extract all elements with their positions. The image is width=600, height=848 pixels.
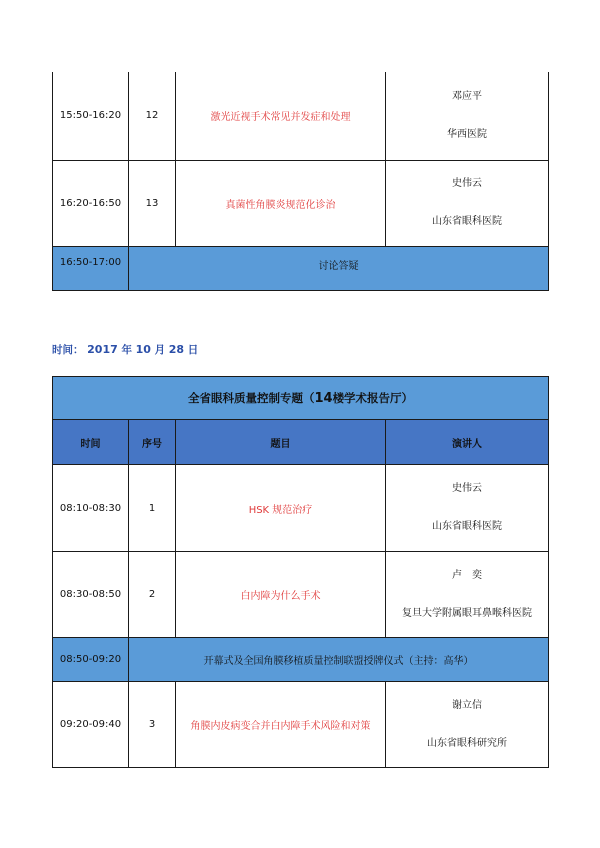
speaker-organization: 复旦大学附属眼耳鼻喉科医院 [402,607,533,619]
session-title-part-a: 全省眼科质量控制专题（ [187,391,315,405]
date-month: 10 [135,343,151,356]
speaker-organization: 山东省眼科研究所 [427,737,508,749]
speaker-cell [386,72,549,160]
session-topic: 激光近视手术常见并发症和处理 [176,72,386,160]
session-time: 16:50-17:00 [53,246,129,290]
date-month-unit: 月 [154,344,166,356]
table-row [53,552,549,638]
session-time: 08:30-08:50 [53,552,129,638]
table-header-row [53,420,549,465]
session-title-row [53,377,549,420]
speaker-cell [386,160,549,246]
date-day-unit: 日 [187,344,199,356]
date-year-unit: 年 [121,344,132,356]
session-number: 1 [129,465,176,552]
table-row [53,465,549,552]
session-number: 3 [129,682,176,768]
session-topic: HSK 规范治疗 [176,465,386,552]
session-number: 2 [129,552,176,638]
session-topic: 角膜内皮病变合并白内障手术风险和对策 [176,682,386,768]
header-speaker: 演讲人 [386,420,549,465]
session-number: 13 [129,160,176,246]
session-time: 15:50-16:20 [53,72,129,160]
discussion-label: 讨论答疑 [129,246,549,290]
discussion-row [53,246,549,290]
table-row [53,72,549,160]
speaker-organization: 山东省眼科医院 [432,216,502,227]
speaker-cell [386,552,549,638]
session-title [53,377,549,420]
session-time: 09:20-09:40 [53,682,129,768]
session-title-part-b: 楼学术报告厅） [332,391,414,405]
header-number: 序号 [129,420,176,465]
session-title-floor: 14 [314,391,333,406]
header-time: 时间 [53,420,129,465]
speaker-name: 卢 奕 [452,569,483,581]
speaker-organization: 华西医院 [447,128,487,140]
speaker-cell [386,682,549,768]
speaker-name: 史伟云 [452,483,483,494]
date-heading [52,342,198,357]
ceremony-row [53,638,549,682]
speaker-name: 史伟云 [452,178,482,189]
session-topic: 真菌性角膜炎规范化诊治 [176,160,386,246]
session-time: 08:50-09:20 [53,638,129,682]
date-year: 2017 [87,343,118,356]
session-time: 08:10-08:30 [53,465,129,552]
schedule-table [52,376,549,768]
header-topic: 题目 [176,420,386,465]
speaker-cell [386,465,549,552]
table-row [53,682,549,768]
table-row [53,160,549,246]
ceremony-label: 开幕式及全国角膜移植质量控制联盟授牌仪式（主持：高华） [129,638,549,682]
date-day: 28 [168,343,185,356]
session-topic: 白内障为什么手术 [176,552,386,638]
session-number: 12 [129,72,176,160]
date-prefix: 时间： [52,344,84,356]
session-time: 16:20-16:50 [53,160,129,246]
speaker-name: 谢立信 [452,699,483,711]
speaker-organization: 山东省眼科医院 [432,521,503,532]
speaker-name: 邓应平 [452,90,482,102]
schedule-table-continued [52,72,549,291]
